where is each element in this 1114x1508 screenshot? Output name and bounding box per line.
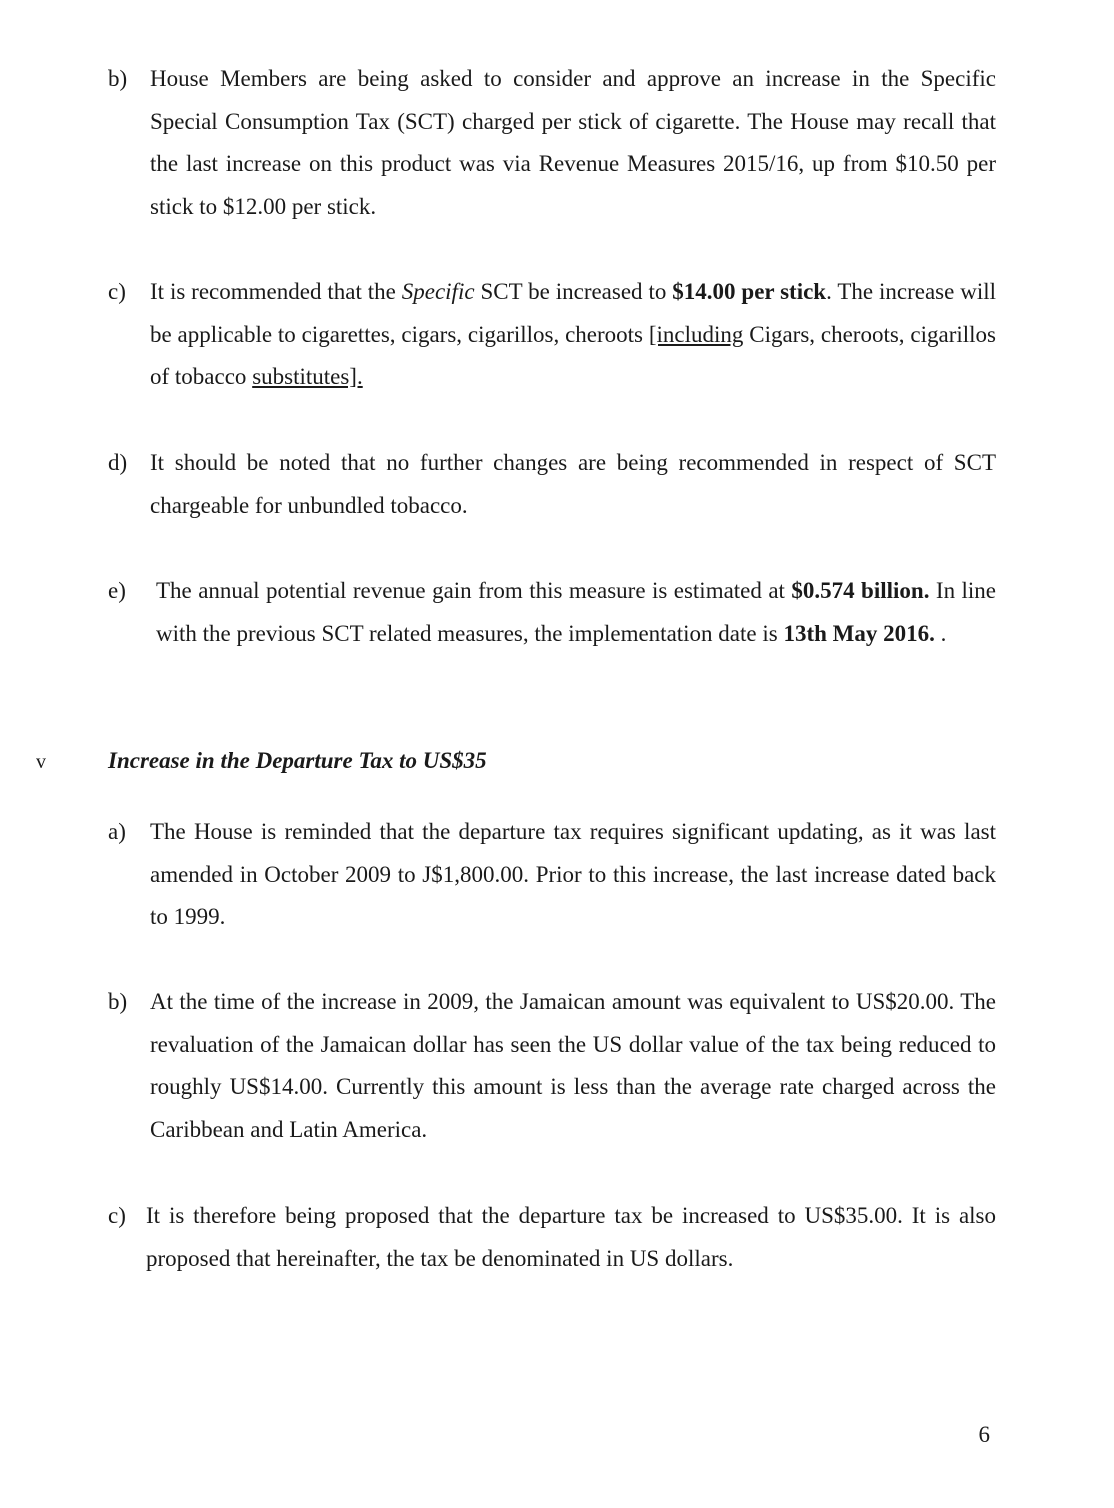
list-label: b): [108, 989, 128, 1014]
paragraph-text: House Members are being asked to consider and approve an increase in the Specific Special Consumption Tax (SCT) charged per stick of cigarette. The House may recall that the last increase on this product was via Revenue Measures 2015/16, up from $10.50 per stick to $12.00 per stick.: [150, 66, 996, 219]
paragraph-text: It is therefore being proposed that the departure tax be increased to US$35.00. It is also proposed that hereinafter, the tax be denominated in US dollars.: [146, 1203, 996, 1271]
paragraph-text: At the time of the increase in 2009, the Jamaican amount was equivalent to US$20.00. The revaluation of the Jamaican dollar has seen the US dollar value of the tax being reduced to roughly US$14.00. Currently this amount is less than the average rate charged across the Caribbean and Latin America.: [150, 989, 996, 1142]
section-title: Increase in the Departure Tax to US$35: [108, 748, 487, 773]
paragraph-a-departure-tax: [108, 811, 996, 939]
text-run: SCT be increased to: [474, 279, 673, 304]
bold-text: $0.574 billion.: [791, 578, 930, 603]
paragraph-e-revenue-gain: [108, 570, 996, 655]
list-label: c): [108, 1203, 126, 1228]
paragraph-c-specific-sct: [108, 271, 996, 399]
paragraph-text: It should be noted that no further changes are being recommended in respect of SCT chargeable for unbundled tobacco.: [150, 450, 996, 518]
paragraph-b-sct-increase: [108, 58, 996, 228]
underlined-text: substitutes].: [252, 364, 363, 389]
list-label: c): [108, 279, 126, 304]
text-run: The annual potential revenue gain from this measure is estimated at: [156, 578, 792, 603]
bold-text: 13th May 2016.: [783, 620, 935, 646]
page-number: 6: [978, 1422, 990, 1447]
list-label: b): [108, 66, 128, 91]
paragraph-text: The House is reminded that the departure tax requires significant updating, as it was last amended in October 2009 to J$1,800.00. Prior to this increase, the last increase dated back to 1999.: [150, 819, 996, 929]
paragraph-text: [156, 570, 996, 655]
list-label: e): [108, 578, 126, 603]
text-run: In line with the previous SCT related measures, the implementation date is: [156, 578, 996, 646]
underlined-text: [including: [648, 321, 744, 347]
list-label: a): [108, 819, 126, 844]
paragraph-text: [150, 271, 996, 399]
paragraph-c-proposal: [108, 1195, 996, 1280]
text-run: . The increase will be applicable to cigarettes, cigars, cigarillos, cheroots: [150, 279, 996, 347]
italic-text: Specific: [401, 279, 475, 304]
paragraph-b-revaluation: [108, 981, 996, 1151]
section-number: v: [36, 751, 46, 773]
bold-text: $14.00 per stick: [672, 279, 827, 304]
text-run: .: [934, 620, 947, 646]
text-run: Cigars, cheroots, cigarillos of tobacco: [150, 321, 996, 389]
list-label: d): [108, 450, 128, 475]
paragraph-d-unbundled-tobacco: [108, 442, 996, 527]
text-run: It is recommended that the: [150, 279, 402, 304]
